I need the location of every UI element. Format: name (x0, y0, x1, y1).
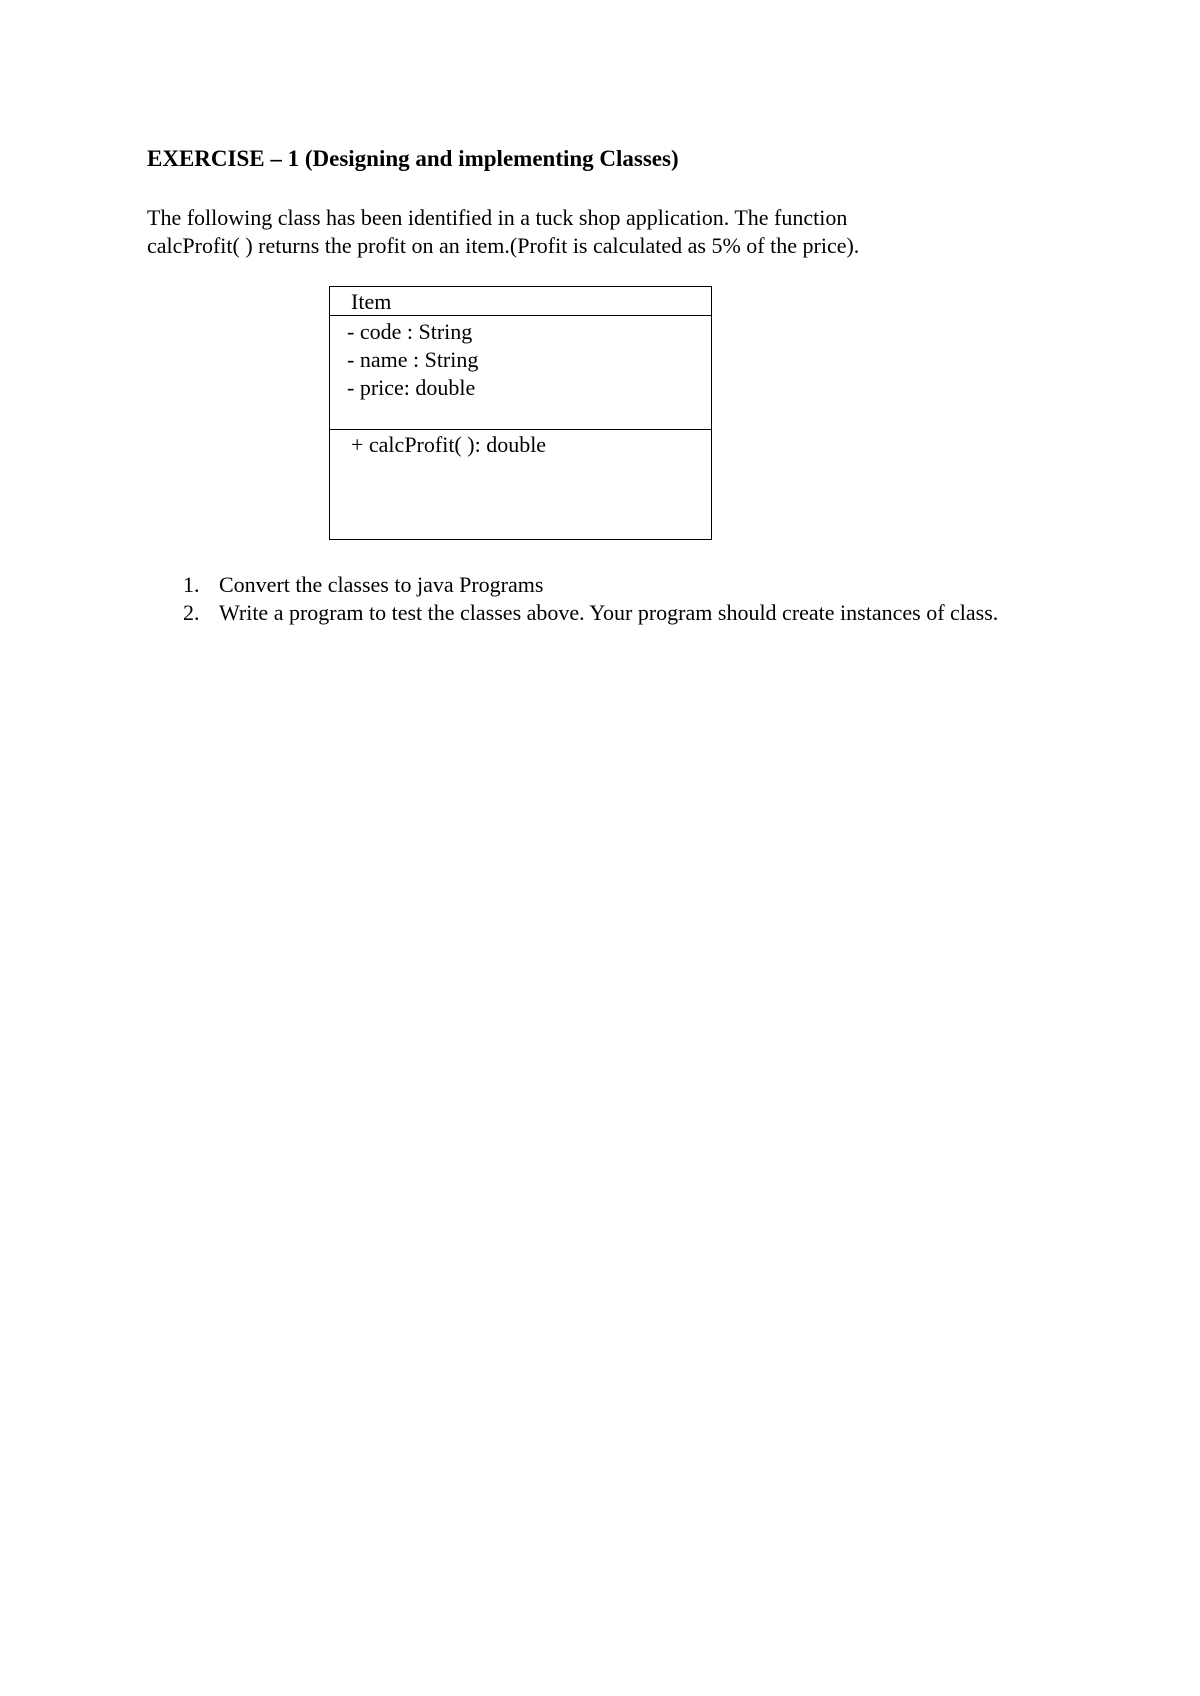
uml-attribute: - name : String (347, 347, 479, 372)
uml-attribute: - code : String (347, 319, 473, 344)
task-text: Convert the classes to java Programs (219, 572, 544, 597)
intro-line-2: calcProfit( ) returns the profit on an item.(Profit is calculated as 5% of the price). (147, 233, 860, 258)
intro-line-1: The following class has been identified in a tuck shop application. The function (147, 205, 848, 230)
task-item (147, 571, 1047, 599)
uml-operations-section (330, 430, 711, 538)
task-text: Write a program to test the classes above. Your program should create instances of class. (219, 600, 999, 625)
intro-paragraph (147, 204, 859, 260)
exercise-title: EXERCISE – 1 (Designing and implementing Classes) (147, 146, 679, 171)
uml-class-diagram (329, 286, 712, 540)
task-number: 1. (183, 572, 200, 597)
task-list (147, 571, 1047, 627)
uml-attribute: - price: double (347, 375, 476, 400)
task-number: 2. (183, 600, 200, 625)
uml-operation: + calcProfit( ): double (351, 432, 547, 457)
uml-attributes-section (330, 316, 711, 430)
uml-class-name: Item (330, 287, 711, 316)
task-item (147, 599, 1047, 627)
